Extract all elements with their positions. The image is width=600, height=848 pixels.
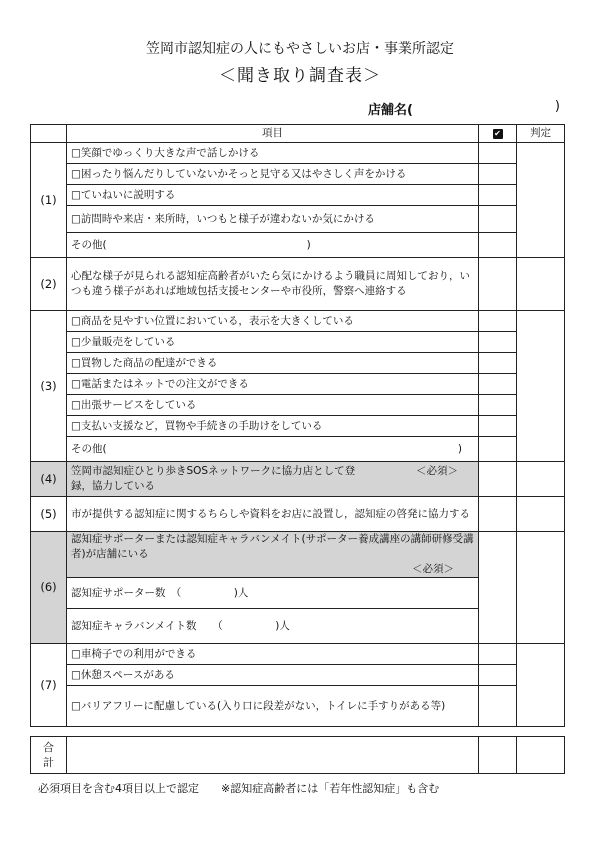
header-row xyxy=(31,125,565,143)
form-subtitle: ＜聞き取り調査表＞ xyxy=(219,66,381,86)
checked-box-icon: ✔ xyxy=(494,129,501,138)
check-cell[interactable] xyxy=(479,395,517,416)
other-field[interactable] xyxy=(67,233,479,258)
table-row xyxy=(31,332,565,353)
other-close: ) xyxy=(306,238,311,251)
total-judge-cell[interactable] xyxy=(517,737,565,774)
item-text: □出張サービスをしている xyxy=(67,395,479,416)
table-row xyxy=(31,416,565,437)
other-label: その他( xyxy=(71,238,107,251)
other-label: その他( xyxy=(71,442,107,455)
group-number: (2) xyxy=(31,258,67,311)
table-row xyxy=(31,164,565,185)
table-row xyxy=(31,497,565,532)
required-mark: ＜必須＞ xyxy=(412,563,454,575)
item-text: □買物した商品の配達ができる xyxy=(67,353,479,374)
group-number: (7) xyxy=(31,644,67,727)
table-row xyxy=(31,686,565,727)
header-num xyxy=(31,125,67,143)
item-text: □商品を見やすい位置においている，表示を大きくしている xyxy=(67,311,479,332)
item-text: □休憩スペースがある xyxy=(67,665,479,686)
check-cell[interactable] xyxy=(479,532,517,644)
item-text: 心配な様子が見られる認知症高齢者がいたら気にかけるよう職員に周知しており，いつも違う様子があれば地域包括支援センターや市役所，警察へ連絡する xyxy=(67,258,479,311)
table-row xyxy=(31,665,565,686)
judge-cell[interactable] xyxy=(517,644,565,727)
item-text: □訪問時や来店・来所時，いつもと様子が違わないか気にかける xyxy=(67,206,479,233)
header-judge: 判定 xyxy=(517,125,565,143)
table-row xyxy=(31,353,565,374)
total-label-2: 計 xyxy=(43,756,54,769)
item-text: □支払い支援など，買物や手続きの手助けをしている xyxy=(67,416,479,437)
table-row xyxy=(31,206,565,233)
check-cell[interactable] xyxy=(479,686,517,727)
total-label-1: 合 xyxy=(43,741,54,754)
check-cell[interactable] xyxy=(479,374,517,395)
table-row xyxy=(31,143,565,164)
judge-cell[interactable] xyxy=(517,311,565,462)
check-cell[interactable] xyxy=(479,665,517,686)
table-row xyxy=(31,311,565,332)
item-text: □ていねいに説明する xyxy=(67,185,479,206)
header-check xyxy=(479,125,517,143)
judge-cell[interactable] xyxy=(517,143,565,258)
supporter-count-field[interactable]: 認知症サポーター数 （ )人 xyxy=(67,578,479,609)
group-number: (4) xyxy=(31,462,67,497)
table-row xyxy=(31,532,565,578)
check-cell[interactable] xyxy=(479,416,517,437)
check-cell[interactable] xyxy=(479,462,517,497)
check-cell[interactable] xyxy=(479,437,517,462)
check-cell[interactable] xyxy=(479,206,517,233)
store-name-label: 店舗名( xyxy=(368,103,413,118)
total-label xyxy=(31,737,67,774)
form-title: 笠岡市認知症の人にもやさしいお店・事業所認定 xyxy=(146,41,454,57)
check-cell[interactable] xyxy=(479,497,517,532)
item-text-body: 認知症サポーターまたは認知症キャラバンメイト(サポーター養成講座の講師研修受講者)が店舗にいる xyxy=(71,533,474,560)
item-text: □車椅子での利用ができる xyxy=(67,644,479,665)
check-cell[interactable] xyxy=(479,311,517,332)
table-row xyxy=(31,462,565,497)
total-item-cell xyxy=(67,737,479,774)
other-close: ) xyxy=(457,442,462,455)
header-item: 項目 xyxy=(67,125,479,143)
store-name-close: ) xyxy=(554,99,560,114)
check-cell[interactable] xyxy=(479,332,517,353)
check-cell[interactable] xyxy=(479,353,517,374)
total-table xyxy=(30,736,565,774)
item-text xyxy=(67,462,479,497)
group-number: (6) xyxy=(31,532,67,644)
total-check-cell[interactable] xyxy=(479,737,517,774)
check-cell[interactable] xyxy=(479,164,517,185)
item-text: □少量販売をしている xyxy=(67,332,479,353)
table-row xyxy=(31,644,565,665)
judge-cell[interactable] xyxy=(517,258,565,311)
item-text: □電話またはネットでの注文ができる xyxy=(67,374,479,395)
item-text-body: 笠岡市認知症ひとり歩きSOSネットワークに協力店として登録，協力している xyxy=(71,465,356,492)
item-text: □笑顔でゆっくり大きな声で話しかける xyxy=(67,143,479,164)
other-field[interactable] xyxy=(67,437,479,462)
table-row xyxy=(31,233,565,258)
table-row xyxy=(31,374,565,395)
footer-note: 必須項目を含む4項目以上で認定 ※認知症高齢者には「若年性認知症」も含む xyxy=(38,782,440,795)
table-row xyxy=(31,437,565,462)
group-number: (5) xyxy=(31,497,67,532)
table-row xyxy=(31,185,565,206)
check-cell[interactable] xyxy=(479,185,517,206)
item-text: 市が提供する認知症に関するちらしや資料をお店に設置し，認知症の啓発に協力する xyxy=(67,497,479,532)
group-number: (1) xyxy=(31,143,67,258)
judge-cell[interactable] xyxy=(517,532,565,644)
survey-table xyxy=(30,124,565,727)
table-row xyxy=(31,395,565,416)
check-cell[interactable] xyxy=(479,143,517,164)
judge-cell[interactable] xyxy=(517,462,565,497)
store-name-field[interactable] xyxy=(368,99,568,118)
check-cell[interactable] xyxy=(479,644,517,665)
table-row xyxy=(31,258,565,311)
check-cell[interactable] xyxy=(479,233,517,258)
judge-cell[interactable] xyxy=(517,497,565,532)
item-text xyxy=(67,532,479,578)
caravan-count-field[interactable]: 認知症キャラバンメイト数 （ )人 xyxy=(67,609,479,644)
required-mark: ＜必須＞ xyxy=(416,465,458,477)
total-row xyxy=(31,737,565,774)
check-cell[interactable] xyxy=(479,258,517,311)
item-text: □バリアフリーに配慮している(入り口に段差がない，トイレに手すりがある等) xyxy=(67,686,479,727)
group-number: (3) xyxy=(31,311,67,462)
item-text: □困ったり悩んだりしていないかそっと見守る又はやさしく声をかける xyxy=(67,164,479,185)
